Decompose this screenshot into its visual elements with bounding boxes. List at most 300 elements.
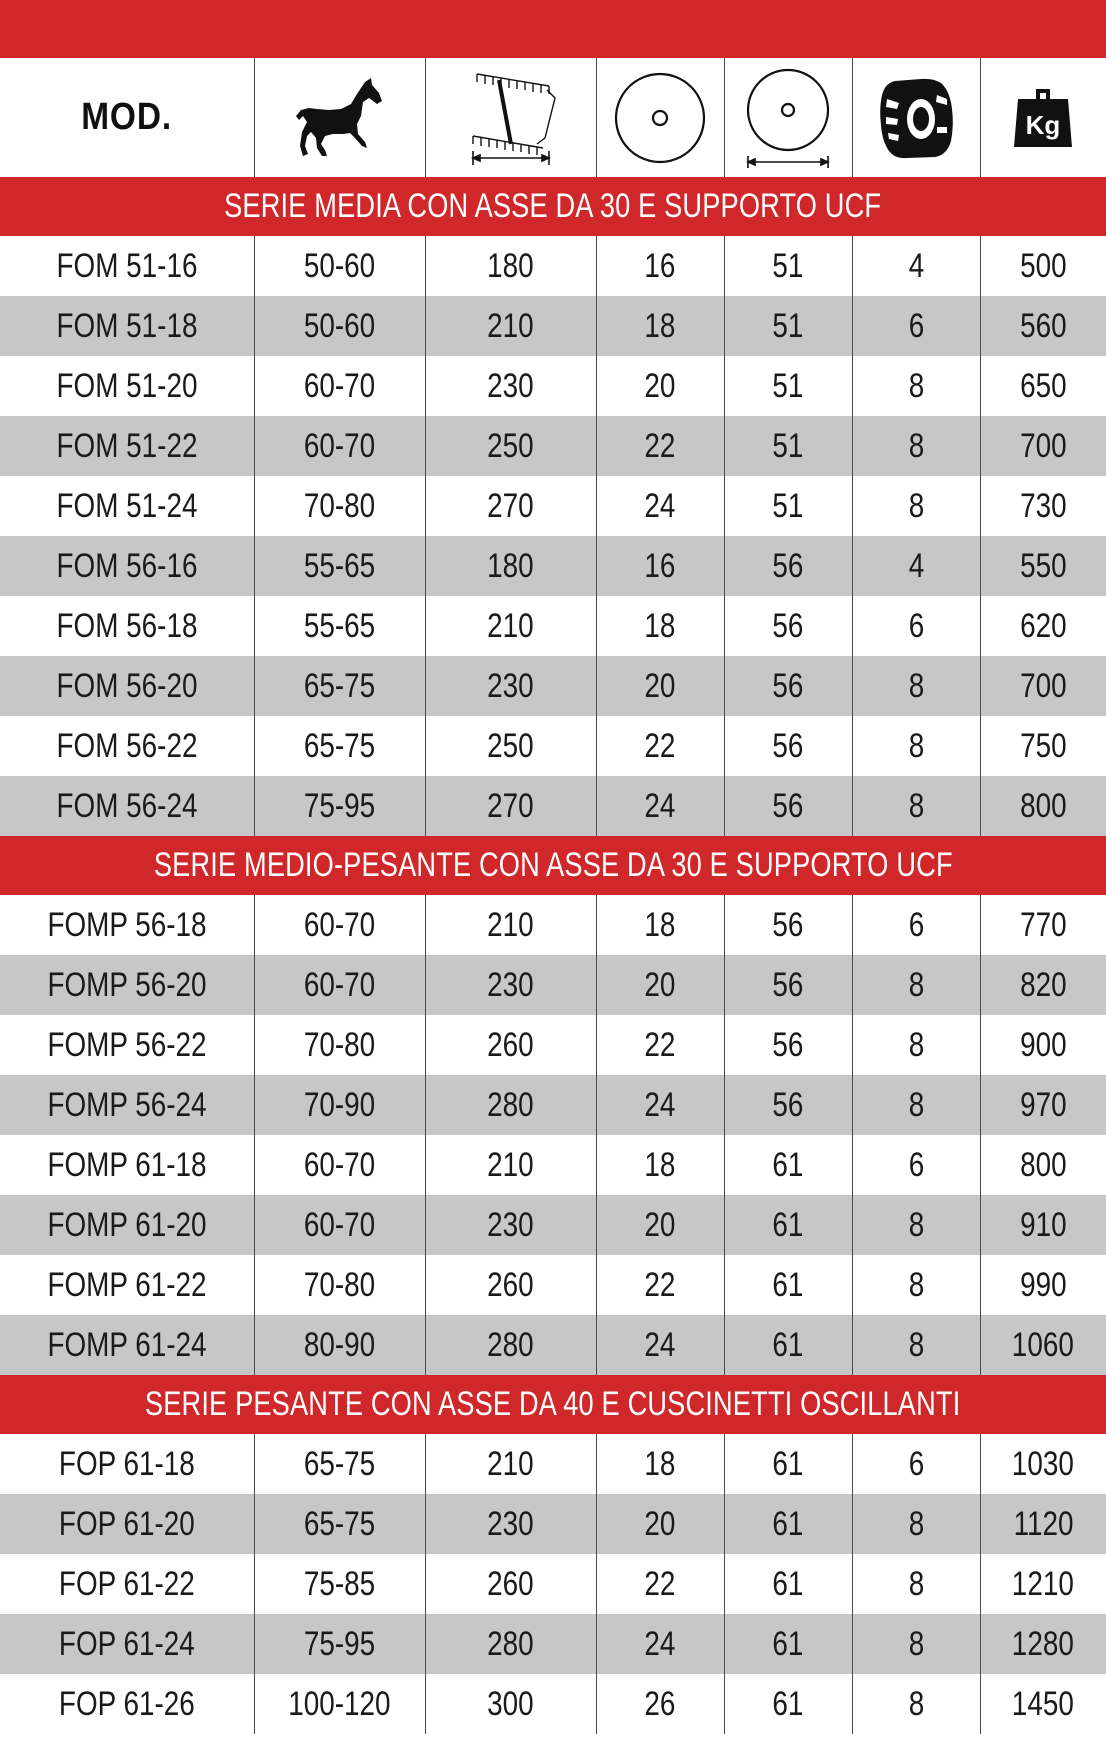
- tires-value: 8: [908, 966, 924, 1004]
- horsepower-value: 60-70: [303, 367, 376, 405]
- header-tires: [852, 58, 980, 177]
- weight-value: 990: [1019, 1266, 1067, 1304]
- cell-disc-count: [596, 356, 724, 416]
- cell-weight: [980, 955, 1106, 1015]
- tires-value: 8: [908, 1685, 924, 1723]
- cell-weight: [980, 416, 1106, 476]
- weight-value: 700: [1019, 427, 1067, 465]
- cell-disc-count: [596, 1075, 724, 1135]
- cell-horsepower: [254, 1135, 425, 1195]
- cell-horsepower: [254, 1015, 425, 1075]
- weight-value: 770: [1019, 906, 1067, 944]
- cell-disc-diameter: [724, 656, 852, 716]
- cell-tires: [852, 1255, 980, 1315]
- section-header: [0, 177, 1106, 236]
- tires-value: 6: [908, 906, 924, 944]
- cell-working-width: [425, 1195, 596, 1255]
- horsepower-value: 75-95: [303, 1625, 376, 1663]
- cell-weight: [980, 356, 1106, 416]
- weight-value: 800: [1019, 787, 1067, 825]
- working-width-value: 210: [487, 1146, 534, 1184]
- cell-horsepower: [254, 236, 425, 296]
- horsepower-value: 60-70: [303, 966, 376, 1004]
- cell-tires: [852, 1015, 980, 1075]
- cell-disc-count: [596, 1614, 724, 1674]
- harrow-width-icon: [465, 68, 557, 168]
- model-value: FOM 56-24: [56, 787, 198, 825]
- cell-disc-diameter: [724, 536, 852, 596]
- cell-disc-count: [596, 955, 724, 1015]
- weight-value: 650: [1019, 367, 1067, 405]
- table-row: [0, 596, 1106, 656]
- weight-value: 1030: [1012, 1445, 1075, 1483]
- weight-value: 1210: [1012, 1565, 1075, 1603]
- cell-disc-diameter: [724, 596, 852, 656]
- cell-disc-count: [596, 1674, 724, 1734]
- disc-count-value: 22: [644, 1266, 676, 1304]
- cell-weight: [980, 776, 1106, 836]
- working-width-value: 250: [487, 427, 534, 465]
- horsepower-value: 65-75: [303, 727, 376, 765]
- model-value: FOP 61-26: [58, 1685, 195, 1723]
- cell-model: [0, 656, 254, 716]
- horsepower-value: 55-65: [303, 607, 376, 645]
- working-width-value: 260: [487, 1266, 534, 1304]
- cell-tires: [852, 1075, 980, 1135]
- table-row: [0, 955, 1106, 1015]
- disc-diameter-value: 56: [772, 966, 804, 1004]
- table-row: [0, 1614, 1106, 1674]
- disc-count-value: 20: [644, 966, 676, 1004]
- cell-disc-count: [596, 895, 724, 955]
- cell-model: [0, 236, 254, 296]
- cell-weight: [980, 1315, 1106, 1375]
- cell-model: [0, 476, 254, 536]
- working-width-value: 280: [487, 1625, 534, 1663]
- tires-value: 8: [908, 1086, 924, 1124]
- weight-value: 1280: [1012, 1625, 1075, 1663]
- cell-disc-count: [596, 536, 724, 596]
- table-row: [0, 716, 1106, 776]
- cell-model: [0, 1015, 254, 1075]
- cell-disc-diameter: [724, 236, 852, 296]
- model-value: FOMP 56-22: [47, 1026, 207, 1064]
- table-row: [0, 1674, 1106, 1734]
- cell-disc-count: [596, 1015, 724, 1075]
- tires-value: 8: [908, 727, 924, 765]
- horsepower-value: 100-120: [288, 1685, 391, 1723]
- cell-disc-diameter: [724, 776, 852, 836]
- cell-horsepower: [254, 656, 425, 716]
- cell-tires: [852, 716, 980, 776]
- spec-table: [0, 58, 1106, 1734]
- working-width-value: 270: [487, 787, 534, 825]
- cell-disc-count: [596, 416, 724, 476]
- model-value: FOM 51-16: [56, 247, 198, 285]
- header-weight: [980, 58, 1106, 177]
- weight-value: 750: [1019, 727, 1067, 765]
- working-width-value: 270: [487, 487, 534, 525]
- header-working-width: [425, 58, 596, 177]
- horsepower-value: 65-75: [303, 1505, 376, 1543]
- table-row: [0, 776, 1106, 836]
- cell-tires: [852, 1674, 980, 1734]
- tires-value: 8: [908, 1266, 924, 1304]
- cell-horsepower: [254, 1315, 425, 1375]
- cell-model: [0, 1554, 254, 1614]
- horsepower-value: 75-95: [303, 787, 376, 825]
- cell-disc-diameter: [724, 416, 852, 476]
- cell-weight: [980, 476, 1106, 536]
- table-row: [0, 1315, 1106, 1375]
- cell-weight: [980, 1195, 1106, 1255]
- cell-tires: [852, 596, 980, 656]
- cell-horsepower: [254, 296, 425, 356]
- disc-diameter-value: 61: [772, 1266, 804, 1304]
- cell-horsepower: [254, 536, 425, 596]
- cell-disc-count: [596, 1494, 724, 1554]
- model-label: MOD.: [81, 96, 173, 138]
- working-width-value: 180: [487, 247, 534, 285]
- cell-working-width: [425, 356, 596, 416]
- cell-weight: [980, 1494, 1106, 1554]
- cell-model: [0, 776, 254, 836]
- cell-horsepower: [254, 1614, 425, 1674]
- weight-value: 820: [1019, 966, 1067, 1004]
- cell-working-width: [425, 416, 596, 476]
- model-value: FOP 61-20: [58, 1505, 195, 1543]
- cell-weight: [980, 656, 1106, 716]
- cell-tires: [852, 1195, 980, 1255]
- cell-tires: [852, 895, 980, 955]
- disc-count-value: 18: [644, 307, 676, 345]
- tires-value: 8: [908, 1565, 924, 1603]
- tires-value: 6: [908, 1146, 924, 1184]
- cell-horsepower: [254, 716, 425, 776]
- model-value: FOM 56-20: [56, 667, 198, 705]
- model-value: FOM 56-18: [56, 607, 198, 645]
- cell-model: [0, 1674, 254, 1734]
- cell-weight: [980, 1434, 1106, 1494]
- horsepower-value: 65-75: [303, 1445, 376, 1483]
- table-row: [0, 1494, 1106, 1554]
- cell-disc-diameter: [724, 1135, 852, 1195]
- cell-horsepower: [254, 356, 425, 416]
- cell-weight: [980, 895, 1106, 955]
- weight-value: 700: [1019, 667, 1067, 705]
- cell-weight: [980, 1015, 1106, 1075]
- cell-disc-count: [596, 596, 724, 656]
- cell-disc-diameter: [724, 895, 852, 955]
- cell-model: [0, 416, 254, 476]
- section-title: SERIE PESANTE CON ASSE DA 40 E CUSCINETTI OSCILLANTI: [145, 1385, 961, 1423]
- model-value: FOMP 56-18: [47, 906, 207, 944]
- disc-count-value: 24: [644, 787, 676, 825]
- horsepower-value: 55-65: [303, 547, 376, 585]
- working-width-value: 230: [487, 966, 534, 1004]
- cell-working-width: [425, 1494, 596, 1554]
- horsepower-value: 75-85: [303, 1565, 376, 1603]
- cell-weight: [980, 1554, 1106, 1614]
- disc-diameter-value: 56: [772, 727, 804, 765]
- cell-disc-count: [596, 1195, 724, 1255]
- table-row: [0, 1255, 1106, 1315]
- disc-count-value: 18: [644, 607, 676, 645]
- working-width-value: 280: [487, 1326, 534, 1364]
- section-header-cell: [0, 177, 1106, 236]
- disc-diameter-value: 61: [772, 1625, 804, 1663]
- weight-value: 500: [1019, 247, 1067, 285]
- working-width-value: 280: [487, 1086, 534, 1124]
- cell-model: [0, 356, 254, 416]
- cell-disc-count: [596, 296, 724, 356]
- working-width-value: 230: [487, 667, 534, 705]
- cell-working-width: [425, 296, 596, 356]
- disc-count-value: 20: [644, 367, 676, 405]
- cell-working-width: [425, 1315, 596, 1375]
- disc-diameter-value: 51: [772, 247, 804, 285]
- section-header-cell: [0, 836, 1106, 895]
- cell-working-width: [425, 1614, 596, 1674]
- cell-working-width: [425, 776, 596, 836]
- disc-count-value: 24: [644, 1625, 676, 1663]
- cell-working-width: [425, 1255, 596, 1315]
- disc-diameter-value: 56: [772, 607, 804, 645]
- cell-model: [0, 955, 254, 1015]
- weight-value: 970: [1019, 1086, 1067, 1124]
- cell-working-width: [425, 1674, 596, 1734]
- table-row: [0, 536, 1106, 596]
- cell-disc-diameter: [724, 955, 852, 1015]
- cell-model: [0, 1195, 254, 1255]
- model-value: FOP 61-24: [58, 1625, 195, 1663]
- cell-weight: [980, 1255, 1106, 1315]
- cell-disc-diameter: [724, 1255, 852, 1315]
- weight-value: 560: [1019, 307, 1067, 345]
- disc-count-value: 22: [644, 427, 676, 465]
- disc-count-value: 24: [644, 487, 676, 525]
- cell-model: [0, 1075, 254, 1135]
- cell-tires: [852, 1315, 980, 1375]
- horsepower-value: 60-70: [303, 1146, 376, 1184]
- disc-diameter-value: 51: [772, 307, 804, 345]
- tires-value: 6: [908, 307, 924, 345]
- cell-tires: [852, 236, 980, 296]
- cell-working-width: [425, 895, 596, 955]
- tires-value: 6: [908, 1445, 924, 1483]
- model-value: FOMP 61-24: [47, 1326, 207, 1364]
- cell-working-width: [425, 955, 596, 1015]
- cell-tires: [852, 1135, 980, 1195]
- disc-count-value: 22: [644, 1565, 676, 1603]
- cell-disc-count: [596, 1434, 724, 1494]
- table-row: [0, 476, 1106, 536]
- table-row: [0, 1135, 1106, 1195]
- table-row: [0, 296, 1106, 356]
- cell-horsepower: [254, 596, 425, 656]
- cell-model: [0, 1255, 254, 1315]
- cell-tires: [852, 1434, 980, 1494]
- cell-model: [0, 536, 254, 596]
- cell-tires: [852, 296, 980, 356]
- weight-value: 1120: [1013, 1505, 1074, 1543]
- cell-weight: [980, 596, 1106, 656]
- cell-horsepower: [254, 476, 425, 536]
- cell-disc-diameter: [724, 476, 852, 536]
- disc-count-value: 24: [644, 1326, 676, 1364]
- cell-disc-count: [596, 656, 724, 716]
- horsepower-value: 70-90: [303, 1086, 376, 1124]
- disc-diameter-icon: [740, 66, 836, 170]
- cell-disc-diameter: [724, 1195, 852, 1255]
- disc-count-value: 22: [644, 727, 676, 765]
- cell-model: [0, 1135, 254, 1195]
- tires-value: 8: [908, 1505, 924, 1543]
- cell-disc-diameter: [724, 1075, 852, 1135]
- cell-horsepower: [254, 1255, 425, 1315]
- disc-count-value: 18: [644, 1445, 676, 1483]
- cell-disc-count: [596, 236, 724, 296]
- section-header: [0, 1375, 1106, 1434]
- cell-disc-count: [596, 1135, 724, 1195]
- cell-disc-count: [596, 476, 724, 536]
- tires-value: 8: [908, 1625, 924, 1663]
- section-title: SERIE MEDIA CON ASSE DA 30 E SUPPORTO UCF: [224, 187, 882, 225]
- tires-value: 6: [908, 607, 924, 645]
- disc-count-value: 18: [644, 906, 676, 944]
- tires-value: 8: [908, 1026, 924, 1064]
- working-width-value: 300: [487, 1685, 534, 1723]
- cell-working-width: [425, 236, 596, 296]
- cell-tires: [852, 955, 980, 1015]
- disc-diameter-value: 61: [772, 1565, 804, 1603]
- cell-horsepower: [254, 1674, 425, 1734]
- disc-diameter-value: 56: [772, 906, 804, 944]
- disc-count-value: 20: [644, 1206, 676, 1244]
- cell-disc-diameter: [724, 296, 852, 356]
- cell-disc-diameter: [724, 1494, 852, 1554]
- header-disc-count: [596, 58, 724, 177]
- cell-working-width: [425, 596, 596, 656]
- disc-diameter-value: 61: [772, 1445, 804, 1483]
- cell-working-width: [425, 1075, 596, 1135]
- disc-count-value: 24: [644, 1086, 676, 1124]
- horsepower-value: 60-70: [303, 906, 376, 944]
- table-row: [0, 236, 1106, 296]
- table-row: [0, 1015, 1106, 1075]
- cell-working-width: [425, 536, 596, 596]
- tractor-tire-icon: [877, 75, 955, 161]
- cell-working-width: [425, 1434, 596, 1494]
- table-row: [0, 416, 1106, 476]
- disc-diameter-value: 61: [772, 1685, 804, 1723]
- model-value: FOM 51-24: [56, 487, 198, 525]
- cell-model: [0, 596, 254, 656]
- header-disc-diameter: [724, 58, 852, 177]
- working-width-value: 230: [487, 367, 534, 405]
- cell-model: [0, 895, 254, 955]
- cell-tires: [852, 1554, 980, 1614]
- cell-disc-count: [596, 1554, 724, 1614]
- disc-diameter-value: 56: [772, 547, 804, 585]
- working-width-value: 180: [487, 547, 534, 585]
- cell-disc-diameter: [724, 1434, 852, 1494]
- header-horsepower: [254, 58, 425, 177]
- cell-weight: [980, 1075, 1106, 1135]
- disc-diameter-value: 56: [772, 787, 804, 825]
- cell-model: [0, 1614, 254, 1674]
- tires-value: 4: [908, 247, 924, 285]
- cell-horsepower: [254, 416, 425, 476]
- model-value: FOMP 61-18: [47, 1146, 207, 1184]
- cell-horsepower: [254, 1195, 425, 1255]
- table-row: [0, 1075, 1106, 1135]
- table-row: [0, 656, 1106, 716]
- cell-tires: [852, 416, 980, 476]
- top-red-bar: [0, 0, 1106, 58]
- cell-disc-diameter: [724, 716, 852, 776]
- tires-value: 8: [908, 427, 924, 465]
- horsepower-value: 65-75: [303, 667, 376, 705]
- horsepower-value: 70-80: [303, 1026, 376, 1064]
- table-row: [0, 1434, 1106, 1494]
- cell-tires: [852, 1494, 980, 1554]
- cell-working-width: [425, 1135, 596, 1195]
- disc-diameter-value: 51: [772, 487, 804, 525]
- cell-weight: [980, 1674, 1106, 1734]
- model-value: FOM 51-20: [56, 367, 198, 405]
- working-width-value: 260: [487, 1026, 534, 1064]
- cell-weight: [980, 236, 1106, 296]
- weight-value: 1450: [1012, 1685, 1075, 1723]
- cell-horsepower: [254, 1494, 425, 1554]
- table-row: [0, 356, 1106, 416]
- cell-tires: [852, 1614, 980, 1674]
- cell-disc-diameter: [724, 356, 852, 416]
- horsepower-value: 70-80: [303, 1266, 376, 1304]
- cell-weight: [980, 536, 1106, 596]
- weight-value: 910: [1019, 1206, 1067, 1244]
- section-title: SERIE MEDIO-PESANTE CON ASSE DA 30 E SUPPORTO UCF: [153, 846, 953, 884]
- disc-count-value: 22: [644, 1026, 676, 1064]
- weight-value: 730: [1019, 487, 1067, 525]
- model-value: FOM 56-16: [56, 547, 198, 585]
- disc-diameter-value: 51: [772, 427, 804, 465]
- cell-tires: [852, 656, 980, 716]
- cell-working-width: [425, 1015, 596, 1075]
- cell-horsepower: [254, 1434, 425, 1494]
- weight-value: 550: [1019, 547, 1067, 585]
- disc-count-value: 20: [644, 1505, 676, 1543]
- cell-working-width: [425, 476, 596, 536]
- disc-diameter-value: 61: [772, 1505, 804, 1543]
- cell-working-width: [425, 656, 596, 716]
- section-header-cell: [0, 1375, 1106, 1434]
- cell-model: [0, 1315, 254, 1375]
- cell-horsepower: [254, 1075, 425, 1135]
- disc-diameter-value: 56: [772, 1026, 804, 1064]
- horsepower-value: 50-60: [303, 307, 376, 345]
- cell-model: [0, 1434, 254, 1494]
- working-width-value: 210: [487, 1445, 534, 1483]
- cell-tires: [852, 776, 980, 836]
- header-model: [0, 58, 254, 177]
- cell-horsepower: [254, 895, 425, 955]
- cell-weight: [980, 1614, 1106, 1674]
- model-value: FOMP 61-22: [47, 1266, 207, 1304]
- header-row: [0, 58, 1106, 177]
- table-body: [0, 177, 1106, 1734]
